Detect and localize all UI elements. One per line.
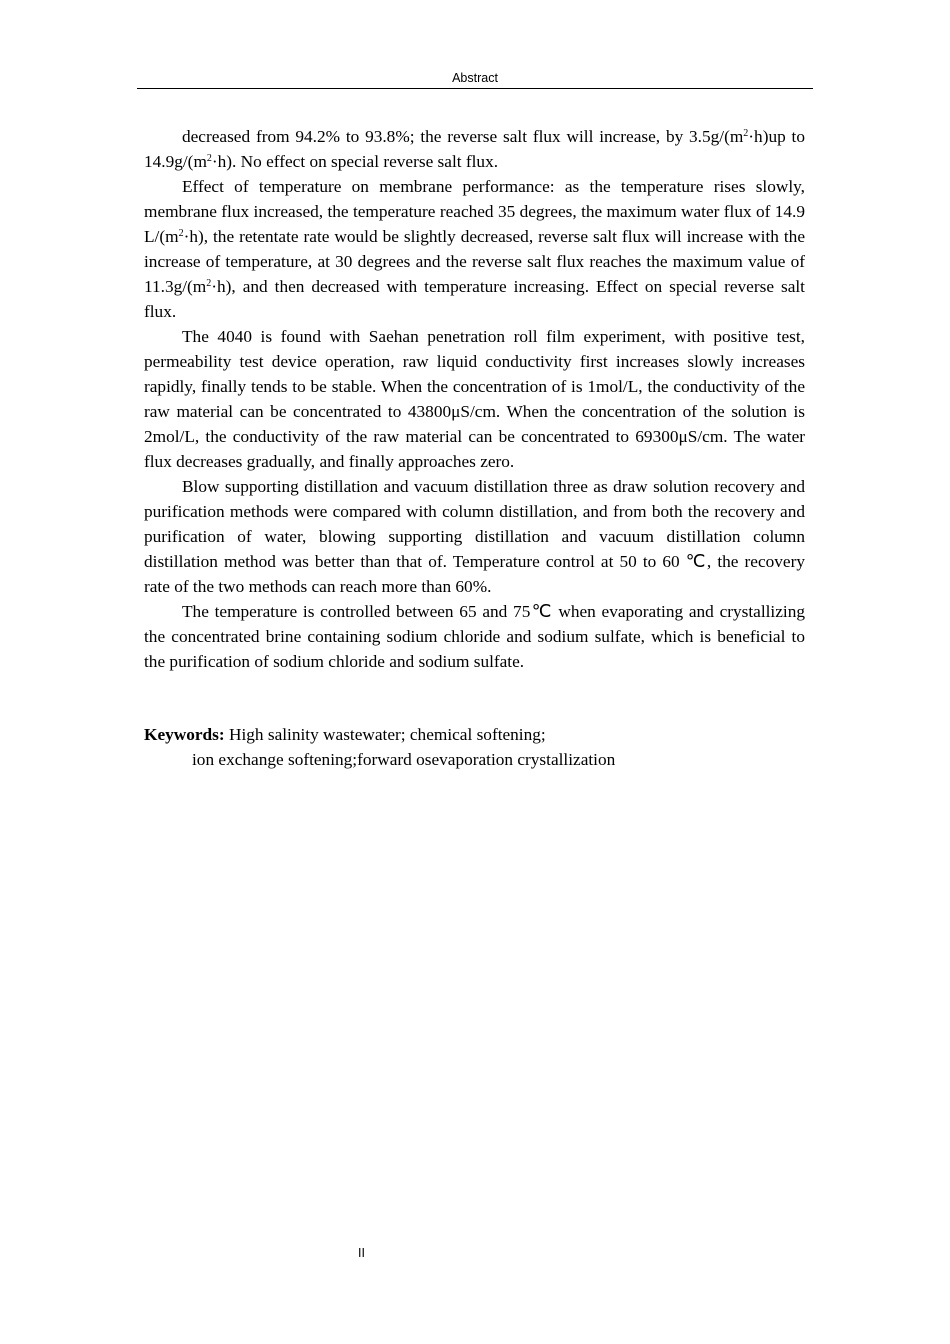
superscript: 2 (178, 228, 184, 239)
superscript: 2 (206, 153, 212, 164)
running-header (137, 70, 813, 89)
abstract-body (144, 124, 805, 674)
p1-part-b: ·h)up to 14.9g/(m (144, 127, 805, 171)
keywords-block (144, 722, 805, 772)
keywords-line-1 (144, 722, 805, 747)
keywords-list-1: High salinity wastewater; chemical softening; (224, 725, 546, 744)
page-number: II (358, 1246, 365, 1260)
p1-part-a: decreased from 94.2% to 93.8%; the reverse salt flux will increase, by 3.5g/(m (182, 127, 744, 146)
p2-part-c: ·h), and then decreased with temperature increasing. Effect on special reverse salt flux. (144, 277, 805, 321)
superscript: 2 (206, 278, 212, 289)
keywords-line-2: ion exchange softening;forward osevaporation crystallization (192, 750, 616, 769)
paragraph-1 (144, 124, 805, 174)
paragraph-2 (144, 174, 805, 324)
superscript: 2 (743, 128, 749, 139)
paragraph-5: The temperature is controlled between 65 and 75℃ when evaporating and crystallizing the concentrated brine containing sodium chloride and sodium sulfate, which is beneficial to the purification of sodium chloride and sodium sulfate. (144, 602, 805, 671)
keywords-label: Keywords: (144, 725, 225, 744)
p2-part-a: Effect of temperature on membrane performance: as the temperature rises slowly, membrane flux increased, the temperature reached 35 degrees, the maximum water flux of 14.9 L/(m (144, 177, 805, 246)
paragraph-3: The 4040 is found with Saehan penetration roll film experiment, with positive test, permeability test device operation, raw liquid conductivity first increases slowly increases rapidly, finally tends to be stable. When the concentration of is 1mol/L, the conductivity of the raw material can be concentrated to 43800μS/cm. When the concentration of the solution is 2mol/L, the conductivity of the raw material can be concentrated to 69300μS/cm. The water flux decreases gradually, and finally approaches zero. (144, 327, 805, 471)
paragraph-4: Blow supporting distillation and vacuum distillation three as draw solution recovery and purification methods were compared with column distillation, and from both the recovery and purification of water, blowing supporting distillation and vacuum distillation column distillation method was better than that of. Temperature control at 50 to 60 ℃, the recovery rate of the two methods can reach more than 60%. (144, 477, 805, 596)
p1-part-c: ·h). No effect on special reverse salt flux. (211, 152, 499, 171)
p2-part-b: ·h), the retentate rate would be slightly decreased, reverse salt flux will increase with the increase of temperature, at 30 degrees and the reverse salt flux reaches the maximum value of 11.3g/(m (144, 227, 805, 296)
header-title: Abstract (452, 71, 498, 85)
